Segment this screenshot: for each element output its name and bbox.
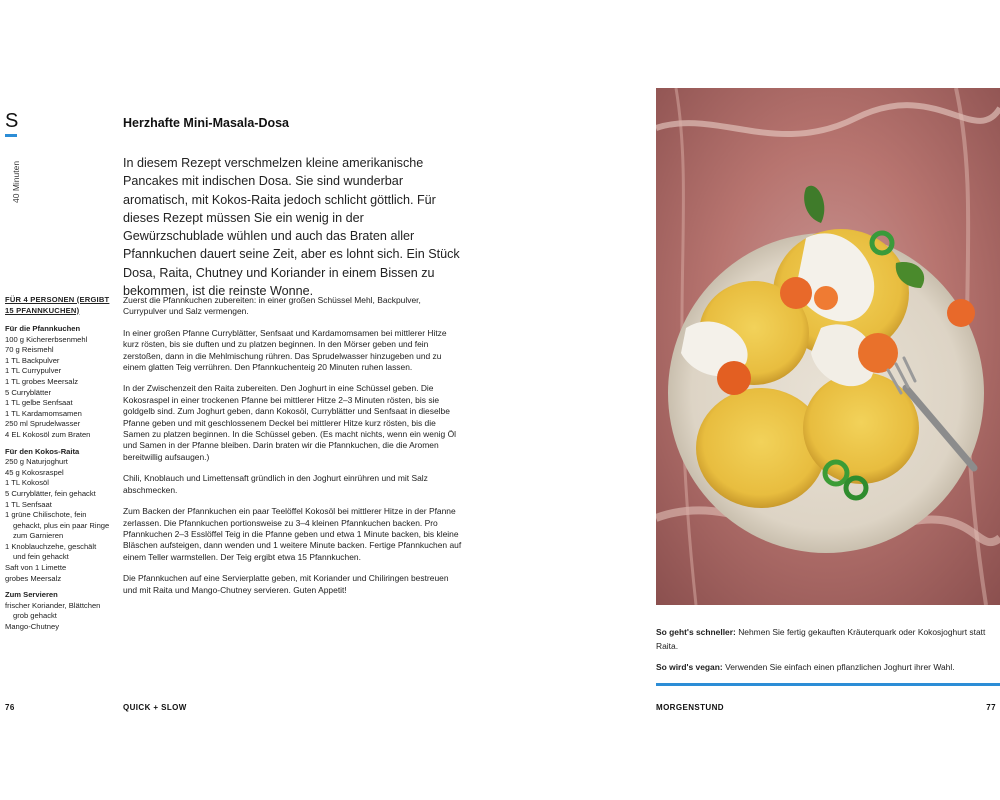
ingredient-item: 45 g Kokosraspel — [5, 467, 64, 477]
ingredient-item: 100 g Kichererbsenmehl — [5, 334, 88, 344]
page-number-left: 76 — [5, 703, 15, 712]
method-steps — [123, 295, 463, 606]
ingredient-item: 250 ml Sprudelwasser — [5, 419, 81, 429]
ingredient-item: 4 EL Kokosöl zum Braten — [5, 429, 91, 439]
ingredient-item: 250 g Naturjoghurt — [5, 457, 68, 467]
method-step: In einer großen Pfanne Curryblätter, Senfsaat und Kardamomsamen bei mittlerer Hitze kurz rösten, bis sie duften und zu platzen beginnen. In den Mörser geben und fein zerstoßen, dann in die Mehlmischung rühren. Das Sprudelwasser hinzugeben und zu einem glatten Teig verrühren. Den Pfannkuchenteig 20 Minuten ruhen lassen. — [123, 327, 447, 373]
recipe-photo — [656, 88, 1000, 605]
recipe-title: Herzhafte Mini-Masala-Dosa — [123, 116, 290, 130]
tip-text: Verwenden Sie einfach einen pflanzlichen Joghurt ihrer Wahl. — [722, 662, 955, 672]
tip-label: So geht's schneller: — [656, 627, 736, 637]
method-step: Zum Backen der Pfannkuchen ein paar Teelöffel Kokosöl bei mittlerer Hitze in der Pfanne zerlassen. Die Pfannkuchen portionsweise zu 3–4 kleinen Pfannkuchen backen. Pro Pfannkuchen 2–3 Esslöffel Teig in die Pfanne geben und etwa 1 Minute backen, bis kleine Bläschen aufsteigen, dann wenden und 1 weitere Minute backen. Fertige Pfannkuchen auf einem Teller warmstellen. Der Teig ergibt etwa 15 Pfannkuchen. — [123, 506, 462, 562]
ingredient-item: 5 Curryblätter, fein gehackt — [5, 488, 96, 498]
tip — [656, 626, 1000, 653]
ingredient-item: 1 grüne Chilischote, fein — [5, 510, 87, 520]
ingredient-item: 1 TL grobes Meersalz — [5, 376, 79, 386]
tip — [656, 661, 1000, 675]
ingredient-item: 1 TL Backpulver — [5, 355, 60, 365]
ingredient-item: Saft von 1 Limette — [5, 563, 67, 573]
ingredient-item: 1 TL Currypulver — [5, 366, 62, 376]
duration-label: 40 Minuten — [11, 160, 21, 203]
ingredient-item: gehackt, plus ein paar Ringe — [13, 520, 110, 530]
tips-box — [656, 626, 1000, 683]
tips-accent-bar — [656, 683, 1000, 686]
ingredient-item: 1 TL Kokosöl — [5, 478, 49, 488]
method-step: In der Zwischenzeit den Raita zubereiten. Den Joghurt in eine Schüssel geben. Die Kokosraspel in einer trockenen Pfanne bei mittlerer Hitze 2–3 Minuten rösten, bis sie goldgelb sind. Zum Joghurt geben, dann Kokosöl, Curryblätter und Senfsaat in dieselbe Pfanne geben und mit geschlossenem Deckel bei mittlerer Hitze kurz rösten, bis die Samen zu platzen beginnen. In die Schüssel geben. (Es macht nichts, wenn ein wenig Öl und Samen in der Pfanne bleiben. Darin braten wir die Pfannkuchen, die die Aromen bereitwillig aufsaugen.) — [123, 383, 457, 462]
intro-text: In diesem Rezept verschmelzen kleine amerikanische Pancakes mit indischen Dosa. Sie sind wunderbar aromatisch, mit Kokos-Raita jedoch schlicht göttlich. Für dieses Rezept müssen Sie ein wenig in der Gewürzschublade wühlen und auch das Braten aller Pfannkuchen dauert seine Zeit, aber es lohnt sich. Ein Stück Dosa, Raita, Chutney und Koriander in einem Bissen zu bekommen, ist die reinste Wonne. — [123, 156, 460, 299]
ingredient-item: 1 TL gelbe Senfsaat — [5, 398, 73, 408]
ingredient-item: 1 TL Senfsaat — [5, 499, 52, 509]
ingredient-item: 5 Curryblätter — [5, 387, 52, 397]
ingredient-section-title: Für die Pfannkuchen — [5, 324, 81, 333]
method-step: Chili, Knoblauch und Limettensaft gründlich in den Joghurt einrühren und mit Salz abschmecken. — [123, 473, 428, 495]
ingredient-item: 1 Knoblauchzehe, geschält — [5, 541, 97, 551]
servings-heading: FÜR 4 PERSONEN (ERGIBT 15 PFANNKUCHEN) — [5, 295, 110, 315]
section-letter: S — [5, 110, 19, 132]
ingredients-list — [5, 295, 117, 633]
ingredient-item: frischer Koriander, Blättchen — [5, 600, 101, 610]
recipe-intro — [123, 154, 463, 300]
ingredient-item: 70 g Reismehl — [5, 345, 54, 355]
ingredient-section-title: Zum Servieren — [5, 590, 58, 600]
page-number-right: 77 — [986, 703, 996, 712]
ingredient-item: zum Garnieren — [13, 531, 64, 541]
tip-text: Nehmen Sie fertig gekauften Kräuterquark oder Kokosjoghurt statt Raita. — [656, 627, 986, 651]
method-step: Zuerst die Pfannkuchen zubereiten: in einer großen Schüssel Mehl, Backpulver, Currypulver und Salz vermengen. — [123, 295, 421, 317]
ingredient-item: grobes Meersalz — [5, 573, 62, 583]
ingredient-section-title: Für den Kokos-Raita — [5, 446, 80, 456]
running-head-left: QUICK + SLOW — [123, 703, 187, 712]
method-step: Die Pfannkuchen auf eine Servierplatte geben, mit Koriander und Chiliringen bestreuen und mit Raita und Mango-Chutney servieren. Guten Appetit! — [123, 573, 449, 595]
ingredient-item: und fein gehackt — [13, 552, 69, 562]
ingredient-item: 1 TL Kardamomsamen — [5, 408, 82, 418]
tip-label: So wird's vegan: — [656, 662, 723, 672]
ingredient-item: Mango-Chutney — [5, 622, 60, 632]
ingredient-item: grob gehackt — [13, 611, 57, 621]
section-marker-bar — [5, 134, 17, 137]
running-head-right: MORGENSTUND — [656, 703, 724, 712]
